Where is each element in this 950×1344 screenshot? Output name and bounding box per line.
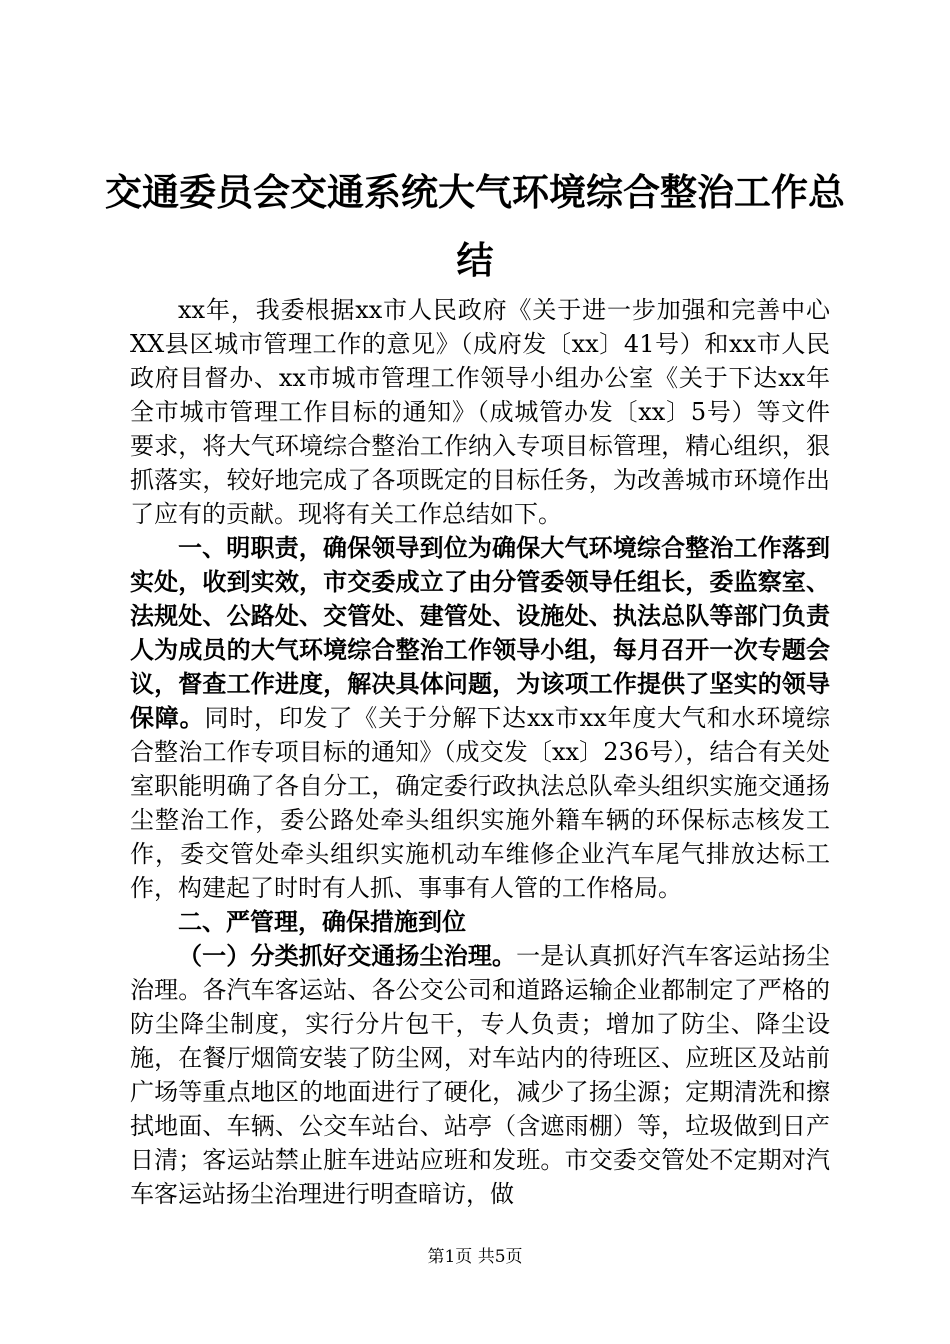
section-2-heading: 二、严管理，确保措施到位 <box>178 907 466 936</box>
paragraph-intro: xx年，我委根据xx市人民政府《关于进一步加强和完善中心XX县区城市管理工作的意见》（成府发〔xx〕41号）和xx市人民政府目督办、xx市城市管理工作领导小组办公室《关于下达xx年全市城市管理工作目标的通知》（成城管办发〔xx〕5号）等文件要求，将大气环境综合整治工作纳入专项目标管理，精心组织，狠抓落实，较好地完成了各项既定的目标任务，为改善城市环境作出了应有的贡献。现将有关工作总结如下。 <box>130 296 830 528</box>
page-number-footer: 第1页 共5页 <box>427 1247 523 1267</box>
subsection-1-text: 一是认真抓好汽车客运站扬尘治理。各汽车客运站、各公交公司和道路运输企业都制定了严格的防尘降尘制度，实行分片包干，专人负责；增加了防尘、降尘设施，在餐厅烟筒安装了防尘网，对车站内的待班区、应班区及站前广场等重点地区的地面进行了硬化，减少了扬尘源；定期清洗和擦拭地面、车辆、公交车站台、站亭（含遮雨棚）等，垃圾做到日产日清；客运站禁止脏车进站应班和发班。市交委交管处不定期对汽车客运站扬尘治理进行明查暗访，做 <box>130 942 831 1208</box>
section-1-text: 同时，印发了《关于分解下达xx市xx年度大气和水环境综合整治工作专项目标的通知》（成交发〔xx〕236号），结合有关处室职能明确了各自分工，确定委行政执法总队牵头组织实施交通扬尘整治工作，委公路处牵头组织实施外籍车辆的环保标志核发工作，委交管处牵头组织实施机动车维修企业汽车尾气排放达标工作，构建起了时时有人抓、事事有人管的工作格局。 <box>130 704 831 902</box>
subsection-1-heading: （一）分类抓好交通扬尘治理。 <box>178 941 517 970</box>
document-body <box>130 293 830 1211</box>
title-line-2: 结 <box>456 238 494 282</box>
title-line-1: 交通委员会交通系统大气环境综合整治工作总 <box>105 170 845 214</box>
paragraph-section-1 <box>130 531 830 905</box>
document-title <box>90 158 860 294</box>
section-1-heading: 一、明职责，确保领导到位为确保大气环境综合整治工作落到实处，收到实效，市交委成立了由分管委领导任组长，委监察室、法规处、公路处、交管处、建管处、设施处、执法总队等部门负责人为成员的大气环境综合整治工作领导小组，每月召开一次专题会议，督查工作进度，解决具体问题，为该项工作提供了坚实的领导保障。 <box>130 533 830 732</box>
paragraph-subsection-1 <box>130 939 830 1211</box>
